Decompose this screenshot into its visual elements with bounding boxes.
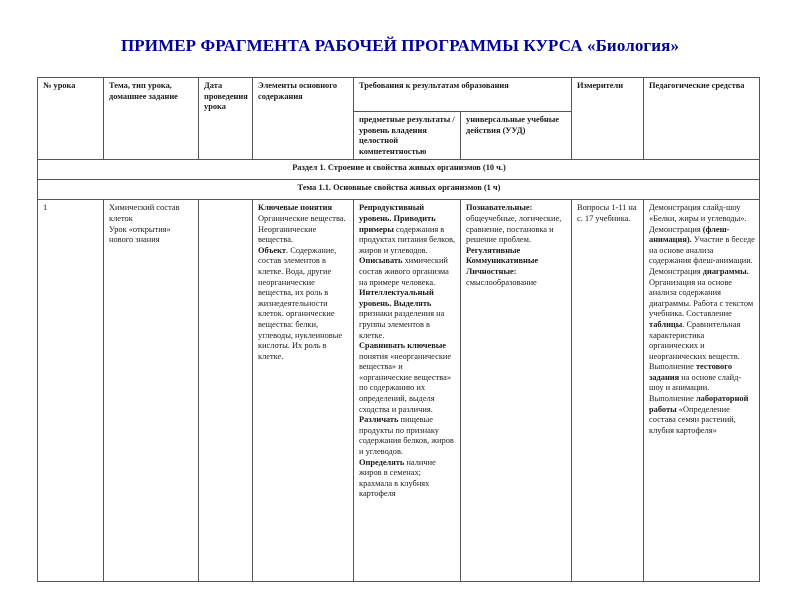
- key-concepts-text: Органические вещества. Неорганические вещества.: [258, 213, 346, 245]
- uud-cell: [461, 200, 572, 582]
- tools-table: таблицы: [649, 319, 683, 329]
- header-date: Дата проведения урока: [199, 78, 253, 160]
- tools-text-2: Участие в беседе на основе анализа содержания флеш-анимации. Демонстрация: [649, 235, 755, 276]
- lesson-content: [253, 200, 354, 582]
- tools-text-1: Демонстрация слайд-шоу «Белки, жиры и углеводы». Демонстрация: [649, 203, 747, 234]
- tools-diagram: диаграммы.: [702, 266, 749, 276]
- tools-lab: лабораторной работы: [649, 394, 749, 414]
- lesson-date: [199, 200, 253, 582]
- tools-text-4: . Сравнительная характеристика органических и неорганических веществ. Выполнение: [649, 319, 741, 372]
- header-meters: Измерители: [572, 78, 644, 160]
- reproductive-level-label: Репродуктивный уровень. Приводить примеры: [359, 203, 436, 234]
- page-title: ПРИМЕР ФРАГМЕНТА РАБОЧЕЙ ПРОГРАММЫ КУРСА «Биология»: [120, 36, 680, 55]
- lesson-topic: [104, 200, 199, 582]
- describe-label: Описывать: [359, 256, 403, 266]
- meters-cell: Вопросы 1-11 на с. 17 учебника.: [572, 200, 644, 582]
- cognitive-text: общеучебные, логические, сравнение, постановка и решение проблем.: [466, 213, 562, 245]
- tools-text-3: Организация на основе анализа содержания диаграммы. Работа с текстом учебника. Составление: [649, 277, 754, 319]
- theme-title: Тема 1.1. Основные свойства живых организмов (1 ч): [38, 180, 760, 200]
- distinguish-label: Различать: [359, 415, 399, 425]
- compare-label: Сравнивать ключевые: [359, 341, 447, 351]
- intellectual-text: признаки разделения на группы элементов в клетке.: [359, 309, 445, 340]
- table-row: [38, 200, 760, 582]
- determine-label: Определять: [359, 457, 405, 467]
- object-text: . Содержание, состав элементов в клетке. Вода, другие неорганические вещества, их роль в жизнедеятельности клеток. органические вещества: белки, углеводы, нуклеиновые кислоты. Их роль в клетке.: [258, 245, 343, 361]
- reproductive-text: содержания в продуктах питания белков, жиров и углеводов.: [359, 224, 456, 255]
- section-title: Раздел 1. Строение и свойства живых организмов (10 ч.): [38, 160, 760, 180]
- distinguish-text: пищевые продукты по признаку содержания белков, жиров и углеводов.: [359, 415, 454, 457]
- personal-text: смыслообразование: [466, 277, 537, 287]
- section-row: [38, 160, 760, 180]
- header-subject-results: предметные результаты / уровень владения целостной компетентностью: [354, 112, 461, 160]
- tools-test: тестового задания: [649, 362, 733, 382]
- compare-text: понятия «неорганические вещества» и «органические вещества» по содержанию их определений, выделя сходства и различия.: [359, 351, 452, 414]
- cognitive-label: Познавательные:: [466, 203, 533, 213]
- tools-text-6: «Определение состава семян растений, клубня картофеля»: [649, 404, 736, 435]
- lesson-number: 1: [38, 200, 104, 582]
- header-lesson-no: № урока: [38, 78, 104, 160]
- tools-flash: (флеш-анимация).: [649, 224, 730, 245]
- header-requirements: Требования к результатам образования: [354, 78, 572, 112]
- header-content: Элементы основного содержания: [253, 78, 354, 160]
- lesson-topic-title: Химический состав клеток: [109, 203, 180, 223]
- object-label: Объект: [258, 245, 287, 255]
- header-tools: Педагогические средства: [644, 78, 760, 160]
- personal-label: Личностные:: [466, 266, 517, 276]
- determine-text: наличие жиров в семенах; крахмала в клубнях картофеля: [359, 457, 436, 499]
- theme-row: [38, 180, 760, 200]
- describe-text: химический состав живого организма на примере человека.: [359, 256, 449, 287]
- header-topic: Тема, тип урока, домашнее задание: [104, 78, 199, 160]
- lesson-type: Урок «открытия» нового знания: [109, 224, 171, 245]
- intellectual-level-label: Интеллектуальный уровень. Выделять: [359, 288, 434, 308]
- communicative-label: Коммуникативные: [466, 256, 539, 266]
- subject-results: [354, 200, 461, 582]
- program-table: [37, 77, 760, 582]
- regulatory-label: Регулятивные: [466, 245, 521, 255]
- tools-cell: [644, 200, 760, 582]
- header-uud: универсальные учебные действия (УУД): [461, 112, 572, 160]
- header-row: [38, 78, 760, 112]
- tools-text-5: на основе слайд-шоу и анимации. Выполнение: [649, 372, 742, 404]
- key-concepts-label: Ключевые понятия: [258, 203, 333, 213]
